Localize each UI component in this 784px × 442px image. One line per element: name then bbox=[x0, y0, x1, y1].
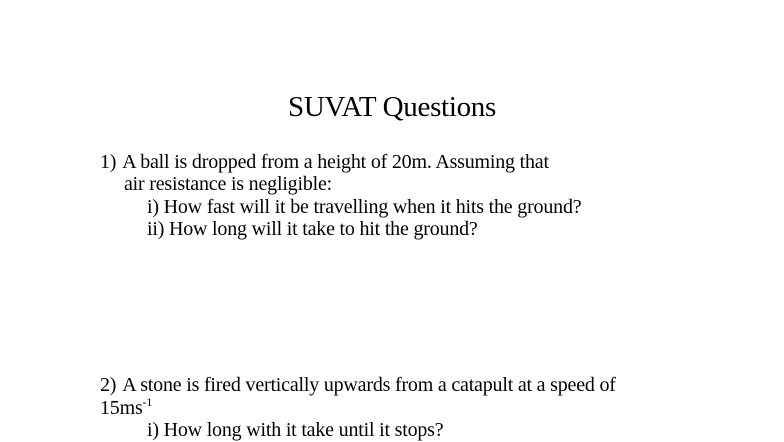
question-1-part-i: i) How fast will it be travelling when it hits the ground? bbox=[147, 196, 582, 218]
question-1-part-ii: ii) How long will it take to hit the ground? bbox=[147, 218, 478, 240]
question-2-speed bbox=[100, 397, 152, 420]
question-2-speed-exponent: -1 bbox=[142, 395, 153, 409]
question-1-number: 1) bbox=[100, 151, 117, 173]
question-2-part-i: i) How long with it take until it stops? bbox=[147, 419, 444, 441]
question-2-speed-value: 15ms bbox=[100, 397, 143, 419]
question-2-text-line-1: A stone is fired vertically upwards from a catapult at a speed of bbox=[122, 374, 616, 396]
question-1-line-1 bbox=[100, 151, 549, 174]
page-title: SUVAT Questions bbox=[288, 91, 496, 123]
question-1-text-line-1: A ball is dropped from a height of 20m. Assuming that bbox=[122, 151, 549, 173]
question-2-number: 2) bbox=[100, 374, 117, 396]
question-1-text-line-2: air resistance is negligible: bbox=[124, 173, 333, 195]
question-2-line-1 bbox=[100, 374, 616, 397]
